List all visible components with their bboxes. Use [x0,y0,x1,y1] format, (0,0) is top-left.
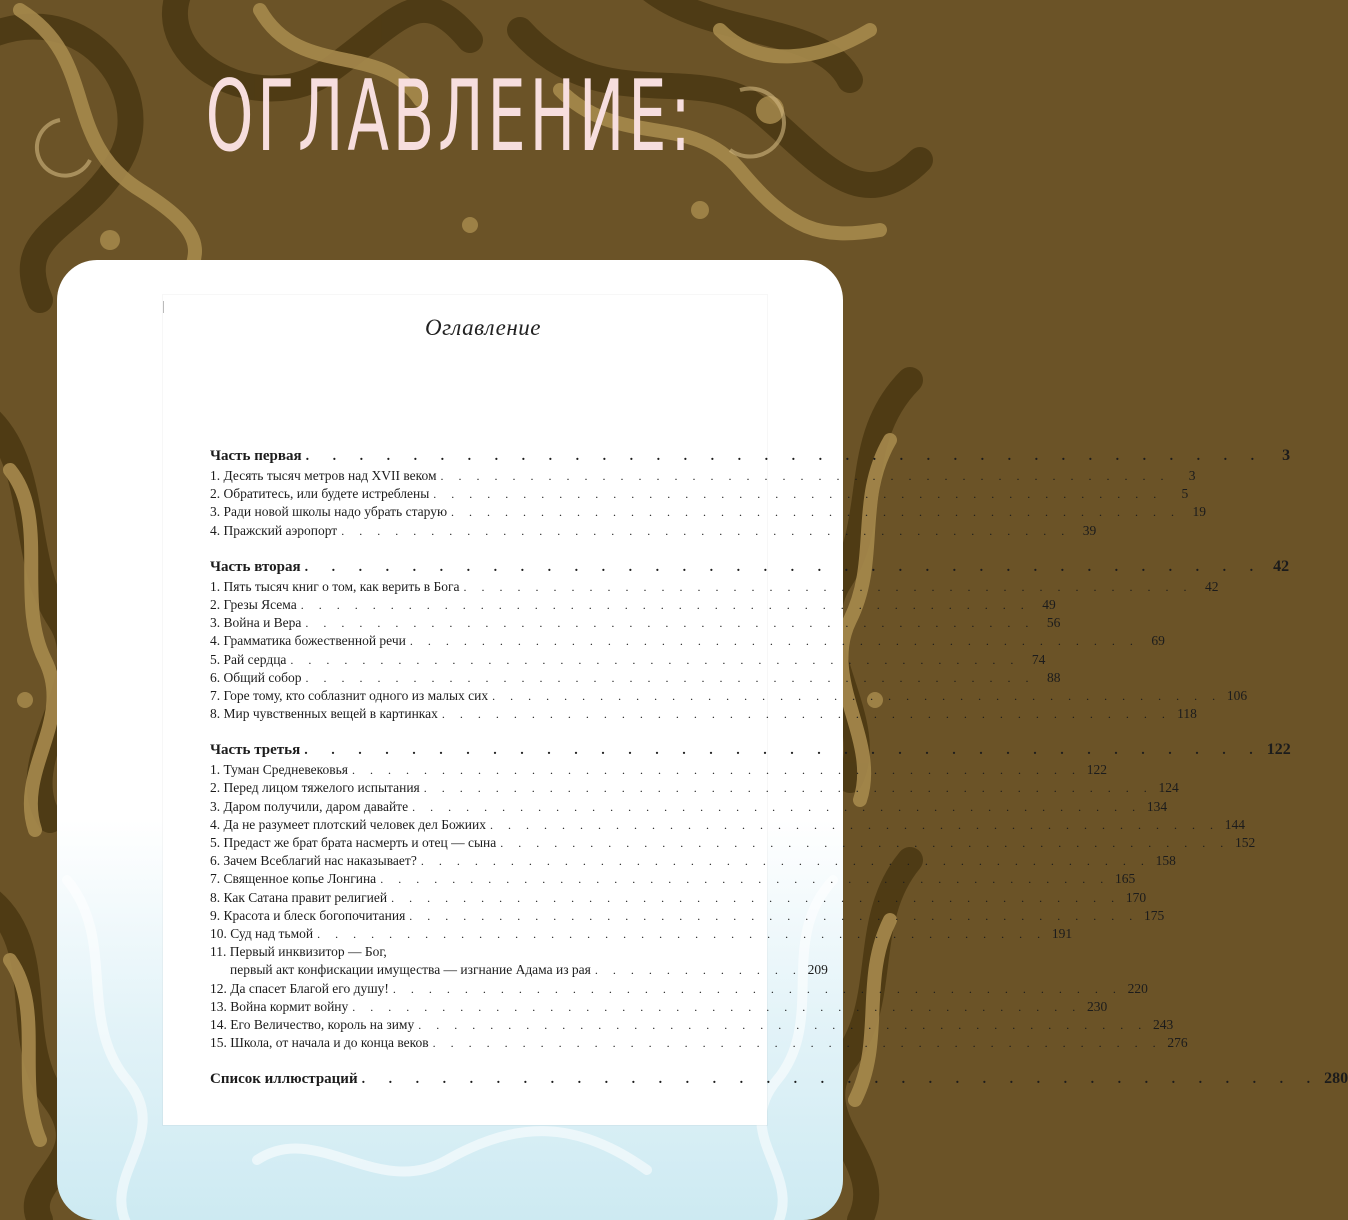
toc-entry [210,834,1256,852]
toc-entry-title: 4. Да не разумеет плотский человек дел Божиих [210,816,486,832]
toc-entry-title: 13. Война кормит войну [210,998,349,1014]
toc-entry-title: 1. Туман Средневековья [210,762,348,778]
dot-leader: . . . . . . . . . . . . . . . . . . . . . . . . . . . . . . . . . . . . . . . . . [341,523,1071,538]
toc-entry-page: 144 [1224,816,1245,832]
toc-entry [210,669,1061,687]
toc-entry-page: 5 [1181,486,1189,502]
toc-entry [210,651,1046,669]
dot-leader: . . . . . . . . . . . . . . . . . . . . . . . . . . . . . . . . . . . . . . . . . [418,1017,1148,1032]
toc-entry [210,1034,1188,1052]
toc-entry-page: 158 [1155,853,1176,869]
toc-entry-title: 2. Перед лицом тяжелого испытания [210,780,420,796]
toc-entry-title: 3. Даром получили, даром давайте [210,798,409,814]
toc-entry-title: 2. Обратитесь, или будете истреблены [210,486,430,502]
toc-entry-page: 49 [1042,596,1056,612]
toc-entry [210,578,1219,596]
toc-entry [210,779,1179,797]
toc-entry [210,467,1196,485]
toc-entry-page: 165 [1114,871,1136,887]
book-page [163,295,1348,1125]
dot-leader: . . . . . . . . . . . . . . . . . . . . . . . . . . . . . . . . . . . . . . . . . [441,707,1171,722]
dot-leader: . . . . . . . . . . . . . . . . . . . . . . . . . . . . . . . . . . . . . . . . . [317,926,1047,941]
toc-entry-title: 15. Школа, от начала и до конца веков [210,1035,429,1051]
toc-entry [210,943,716,961]
toc-entry-title: первый акт конфискации имущества — изгнание Адама из рая [230,962,591,978]
toc-entry-title: 7. Горе тому, кто соблазнит одного из малых сих [210,687,489,703]
toc-entry [210,907,1165,925]
toc-part-page: 122 [1266,741,1291,759]
dot-leader: . . . . . . . . . . . . . . . . . . . . . . . . . . . . . . . . . . . . . . . . . [463,579,1193,594]
toc-entry-page: 122 [1086,762,1107,778]
toc-entry [210,522,1097,540]
toc-entry-page: 243 [1152,1016,1174,1032]
toc-entry [210,816,1245,834]
toc-entry-title: 11. Первый инквизитор — Бог, [210,944,387,960]
toc-entry-title: 10. Суд над тьмой [210,925,314,941]
dot-leader: . . . . . . . . . . . . . . . . . . . . . . . . . . . . . . . . . . . . . . . . . [300,597,1030,612]
toc-entry-title: 8. Мир чувственных вещей в картинках [210,706,438,722]
dot-leader: . . . . . . . . . . . . . . . . . . . . . . . . . . . . . . . . . . . . . . . . . [352,999,1082,1014]
dot-leader: . . . . . . . . . . . . . . . . . . . . . . . . . . . . . . . . . . . . . . . . . [409,634,1139,649]
toc-entry [210,687,1248,705]
toc-entry-title: 8. Как Сатана правит религией [210,889,388,905]
toc-entry-title: 3. Война и Вера [210,615,302,631]
page-heading: Оглавление [424,315,541,340]
dot-leader: . . . . . . . . . . . . . . . . . . . . . . . . . . . . . . . . . . . . . . . . . [420,854,1150,869]
toc-entry [210,852,1176,870]
toc-entry-page: 3 [1188,468,1196,483]
toc-entry-page: 118 [1177,706,1197,722]
dot-leader: . . . . . . . . . . . . [594,963,802,978]
toc-entry-title: 2. Грезы Ясема [210,596,297,612]
toc-entry-page: 152 [1235,835,1256,850]
toc-entry-title: 6. Общий собор [210,669,302,685]
toc-entry-page: 42 [1205,578,1219,594]
toc-entry-page: 134 [1146,798,1168,814]
dot-leader: . . . . . . . . . . . . . . . . . . . . . . . . . . . . . . . . . . . . . . . . . [423,781,1153,796]
dot-leader: . . . . . . . . . . . . . . . . . . . . . . . . . . . . . . . . . . . . . . . . . [440,469,1170,483]
toc-entry [210,485,1189,503]
table-of-contents [210,445,1348,1090]
toc-part-page: 42 [1273,557,1290,575]
toc-entry [210,1016,1174,1034]
toc-entry-page: 74 [1031,651,1046,667]
toc-entry-page: 56 [1046,615,1061,631]
dot-leader: . . . . . . . . . . . . . . . . . . . . . . . . . . . . . . . . . . . . . . . . . [412,799,1142,814]
toc-entry-title: 12. Да спасет Благой его душу! [210,980,389,996]
toc-part-title: Часть третья [210,742,301,759]
dot-leader: . . . . . . . . . . . . . . . . . . . . . . . . . . . . . . . . . . . . . . . . . [489,817,1219,832]
toc-entry-page: 124 [1158,780,1179,796]
dot-leader: . . . . . . . . . . . . . . . . . . . . . . . . . . . . . . . . . . . . [304,559,1264,575]
toc-entry-title: 5. Рай сердца [210,651,287,667]
toc-entry-page: 175 [1144,907,1165,923]
toc-entry-title: 3. Ради новой школы надо убрать старую [210,504,448,520]
dot-leader: . . . . . . . . . . . . . . . . . . . . . . . . . . . . . . . . . . . . . . . . . [433,487,1163,502]
toc-part-heading [210,445,1291,467]
toc-entry-page: 69 [1151,633,1165,649]
toc-entry-page: 191 [1051,925,1073,941]
dot-leader: . . . . . . . . . . . . . . . . . . . . . . . . . . . . . . . . . . . . . . . . . [305,616,1035,631]
dot-leader: . . . . . . . . . . . . . . . . . . . . . . . . . . . . . . . . . . . . . . . . . [392,981,1122,996]
dot-leader: . . . . . . . . . . . . . . . . . . . . . . . . . . . . . . . . . . . . . . . . . [432,1036,1162,1051]
dot-leader: . . . . . . . . . . . . . . . . . . . . . . . . . . . . . . . . . . . . [361,1072,1321,1088]
toc-part-title: Часть вторая [210,558,301,575]
dot-leader: . . . . . . . . . . . . . . . . . . . . . . . . . . . . . . . . . . . . . . . . . [492,688,1222,703]
toc-entry-title: 1. Пять тысяч книг о том, как верить в Бога [210,578,460,594]
toc-entry-title: 5. Предаст же брат брата насмерть и отец — сына [210,835,497,850]
toc-entry-page: 220 [1127,980,1148,996]
toc-part-title: Часть первая [210,448,302,464]
toc-entry [210,925,1073,943]
dot-leader: . . . . . . . . . . . . . . . . . . . . . . . . . . . . . . . . . . . . . . . . . [500,836,1230,850]
toc-entry-page: 106 [1226,687,1248,703]
dot-leader: . . . . . . . . . . . . . . . . . . . . . . . . . . . . . . . . . . . . [305,449,1265,464]
dot-leader: . . . . . . . . . . . . . . . . . . . . . . . . . . . . . . . . . . . . . . . . . [409,908,1139,923]
toc-entry [210,596,1056,614]
toc-entry [210,889,1147,907]
dot-leader: . . . . . . . . . . . . . . . . . . . . . . . . . . . . . . . . . . . . . . . . . [290,652,1020,667]
toc-entry [210,998,1108,1016]
toc-entry [210,632,1165,650]
toc-entry-title: 4. Грамматика божественной речи [210,633,406,649]
toc-entry [210,614,1061,632]
toc-entry [210,870,1136,888]
toc-entry-title: 9. Красота и блеск богопочитания [210,907,406,923]
toc-entry [210,705,1197,723]
toc-entry-continuation [210,961,828,979]
dot-leader: . . . . . . . . . . . . . . . . . . . . . . . . . . . . . . . . . . . . . . . . . [305,670,1035,685]
toc-entry-title: 1. Десять тысяч метров над XVII веком [210,468,437,483]
toc-illustrations [210,1068,1348,1090]
toc-entry [210,761,1107,779]
dot-leader: . . . . . . . . . . . . . . . . . . . . . . . . . . . . . . . . . . . . [304,743,1263,759]
toc-part-heading [210,739,1291,761]
toc-entry-title: 6. Зачем Всеблагий нас наказывает? [210,853,417,869]
toc-entry-page: 39 [1082,522,1097,538]
banner-title: ОГЛАВЛЕНИЕ: [205,60,695,174]
toc-entry-page: 170 [1125,889,1147,905]
toc-entry-title: 7. Священное копье Лонгина [210,871,377,887]
toc-entry [210,798,1168,816]
dot-leader: . . . . . . . . . . . . . . . . . . . . . . . . . . . . . . . . . . . . . . . . . [451,505,1181,520]
toc-illustrations-page: 280 [1324,1070,1348,1088]
toc-entry-title: 14. Его Величество, король на зиму [210,1016,415,1032]
toc-entry-page: 209 [807,962,828,978]
dot-leader: . . . . . . . . . . . . . . . . . . . . . . . . . . . . . . . . . . . . . . . . . [391,890,1121,905]
toc-entry-page: 19 [1192,504,1207,520]
toc-entry [210,980,1148,998]
toc-entry-page: 230 [1087,998,1108,1014]
toc-entry-title: 4. Пражский аэропорт [210,522,338,538]
toc-entry-page: 276 [1167,1035,1188,1051]
toc-part-page: 3 [1282,447,1291,464]
dot-leader: . . . . . . . . . . . . . . . . . . . . . . . . . . . . . . . . . . . . . . . . . [352,763,1081,778]
page-edge-mark [163,301,164,313]
toc-part-heading [210,556,1290,578]
dot-leader: . . . . . . . . . . . . . . . . . . . . . . . . . . . . . . . . . . . . . . . . . [380,872,1110,887]
toc-entry [210,503,1207,521]
toc-entry-page: 88 [1046,669,1061,685]
toc-illustrations-title: Список иллюстраций [210,1071,358,1088]
